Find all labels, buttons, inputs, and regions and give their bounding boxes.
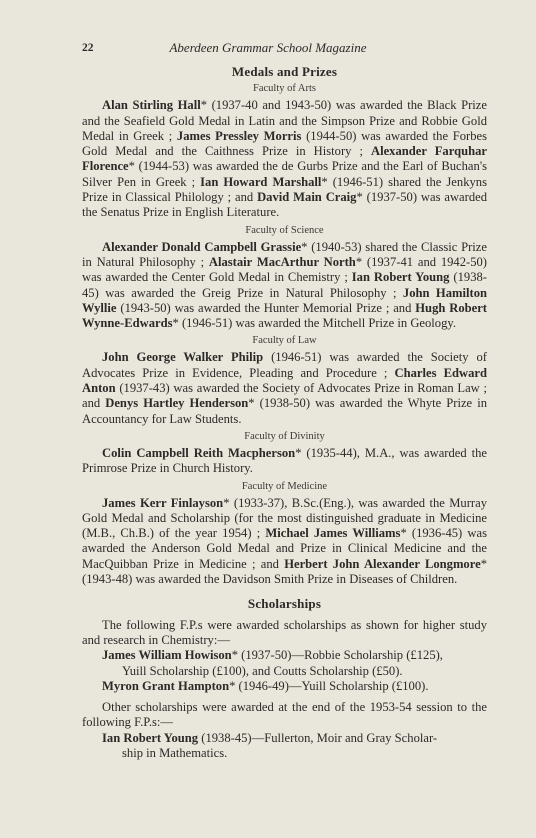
science-heading: Faculty of Science xyxy=(245,224,324,236)
medicine-heading: Faculty of Medicine xyxy=(241,480,328,492)
science-paragraph: Alexander Donald Campbell Grassie* (1940-53) shared the Classic Prize in Natural Philosophy ; Alastair MacArthur North* (1937-41 and 1942-50) was awarded the Center Gold Medal in Chemistry ; Ian Robert Young (1938-45) was awarded the Greig Prize in Natural Philosophy ; John Hamilton Wyllie (1943-50) was awarded the Hunter Memorial Prize ; and Hugh Robert Wynne-Edwards* (1946-51) was awarded the Mitchell Prize in Geology. xyxy=(82,239,488,331)
divinity-paragraph: Colin Campbell Reith Macpherson* (1935-44), M.A., was awarded the Primrose Prize in Church History. xyxy=(82,445,487,476)
entry-main: James William Howison* (1937-50)—Robbie Scholarship (£125), xyxy=(102,648,443,663)
scholarships-intro: The following F.P.s were awarded scholarships as shown for higher study and research in Chemistry:— xyxy=(82,617,487,647)
entry-continuation: Yuill Scholarship (£100), and Coutts Scholarship (£50). xyxy=(122,663,403,678)
law-paragraph: John George Walker Philip (1946-51) was awarded the Society of Advocates Prize in Evidence, Pleading and Procedure ; Charles Edward Anton (1937-43) was awarded the Society of Advocates Prize in Roman Law ; and Denys Hartley Henderson* (1938-50) was awarded the Whyte Prize in Accountancy for Law Students. xyxy=(82,350,487,426)
medals-heading: Medals and Prizes xyxy=(231,64,338,79)
scholarships-heading: Scholarships xyxy=(247,596,322,612)
entry-main: Ian Robert Young (1938-45)—Fullerton, Moir and Gray Scholar- xyxy=(102,730,438,745)
divinity-heading: Faculty of Divinity xyxy=(244,430,325,442)
arts-paragraph: Alan Stirling Hall* (1937-40 and 1943-50) was awarded the Black Prize and the Seafield Gold Medal in Latin and the Simpson Prize and Robbie Gold Medal in Greek ; James Pressley Morris (1944-50) was awarded the Forbes Gold Medal and the Caithness Prize in History ; Alexander Farquhar Florence* (1944-53) was awarded the de Gurbs Prize and the Earl of Buchan's Silver Pen in Greek ; Ian Howard Marshall* (1946-51) shared the Jenkyns Prize in Classical Philology ; and David Main Craig* (1937-50) was awarded the Senatus Prize in English Literature. xyxy=(82,98,488,220)
scholarship-entry-young xyxy=(82,731,487,762)
scholarship-entry-hampton: Myron Grant Hampton* (1946-49)—Yuill Scholarship (£100). xyxy=(102,678,429,693)
other-scholarships-intro: Other scholarships were awarded at the end of the 1953-54 session to the following F.P.s:— xyxy=(82,700,487,730)
running-title: Aberdeen Grammar School Magazine xyxy=(169,40,367,55)
entry-continuation: ship in Mathematics. xyxy=(122,745,228,760)
medicine-paragraph: James Kerr Finlayson* (1933-37), B.Sc.(Eng.), was awarded the Murray Gold Medal and Scholarship (for the most distinguished graduate in Medicine (M.B., Ch.B.) of the year 1954) ; Michael James Williams* (1936-45) was awarded the Anderson Gold Medal and Prize in Clinical Medicine and the MacQuibban Prize in Medicine ; and Herbert John Alexander Longmore* (1943-48) was awarded the Davidson Smith Prize in Diseases of Children. xyxy=(82,495,487,587)
page-number: 22 xyxy=(82,42,94,54)
scholarship-entry-howison xyxy=(82,648,487,679)
law-heading: Faculty of Law xyxy=(252,335,317,347)
page-body xyxy=(82,64,487,761)
arts-heading: Faculty of Arts xyxy=(253,83,316,95)
